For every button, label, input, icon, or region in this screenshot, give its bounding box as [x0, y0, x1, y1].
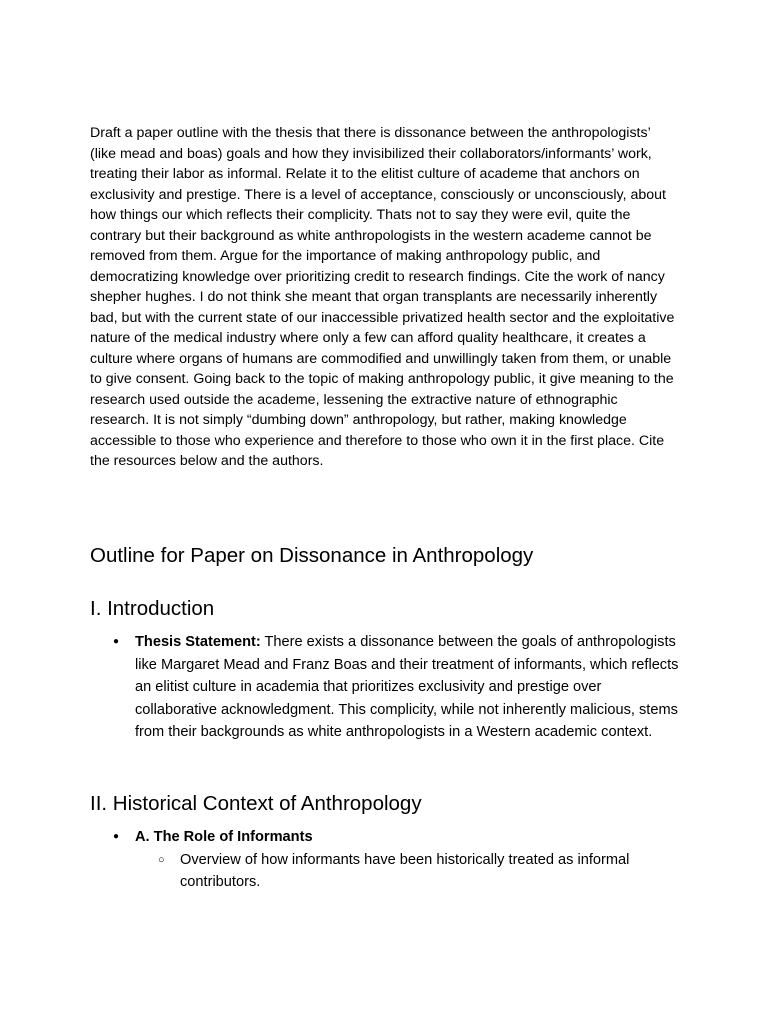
outline-title: Outline for Paper on Dissonance in Anthropology — [90, 544, 534, 567]
introduction-list — [113, 631, 683, 744]
role-of-informants-sublist — [158, 849, 683, 894]
role-of-informants-label: A. The Role of Informants — [135, 829, 313, 845]
section-heading-introduction: I. Introduction — [90, 597, 215, 620]
sublist-item-text: Overview of how informants have been historically treated as informal contributors. — [180, 851, 630, 891]
bullet-icon: ● — [113, 636, 120, 647]
thesis-label: Thesis Statement: — [135, 634, 261, 650]
prompt-paragraph: Draft a paper outline with the thesis that there is dissonance between the anthropologists’ (like mead and boas) goals and how they invisibilized their collaborators/informants’ work, treating their labor as informal. Relate it to the elitist culture of academe that anchors on exclusivity and prestige. There is a level of acceptance, consciously or unconsciously, about how things our which reflects their complicity. Thats not to say they were evil, quite the contrary but their background as white anthropologists in the western academe cannot be removed from them. Argue for the importance of making anthropology public, and democratizing knowledge over prioritizing credit to research findings. Cite the work of nancy shepher hughes. I do not think she meant that organ transplants are necessarily inherently bad, but with the current state of our inaccessible privatized health sector and the exploitative nature of the medical industry where only a few can afford quality healthcare, it creates a culture where organs of humans are commodified and unwillingly taken from them, or unable to give consent. Going back to the topic of making anthropology public, it give meaning to the research used outside the academe, lessening the extractive nature of ethnographic research. It is not simply “dumbing down” anthropology, but rather, making knowledge accessible to those who experience and therefore to those who own it in the first place. Cite the resources below and the authors. — [90, 125, 675, 469]
thesis-text: There exists a dissonance between the goals of anthropologists like Margaret Mead and Franz Boas and their treatment of informants, which reflects an elitist culture in academia that prioritizes exclusivity and prestige over collaborative acknowledgment. This complicity, while not inherently malicious, stems from their backgrounds as white anthropologists in a Western academic context. — [135, 634, 679, 741]
list-item-role-of-informants — [113, 826, 683, 894]
hollow-bullet-icon: ○ — [158, 853, 165, 866]
historical-context-list — [113, 826, 683, 894]
list-item-thesis — [113, 631, 683, 744]
section-heading-historical-context: II. Historical Context of Anthropology — [90, 792, 422, 815]
bullet-icon: ● — [113, 831, 120, 842]
sublist-item — [158, 849, 683, 894]
